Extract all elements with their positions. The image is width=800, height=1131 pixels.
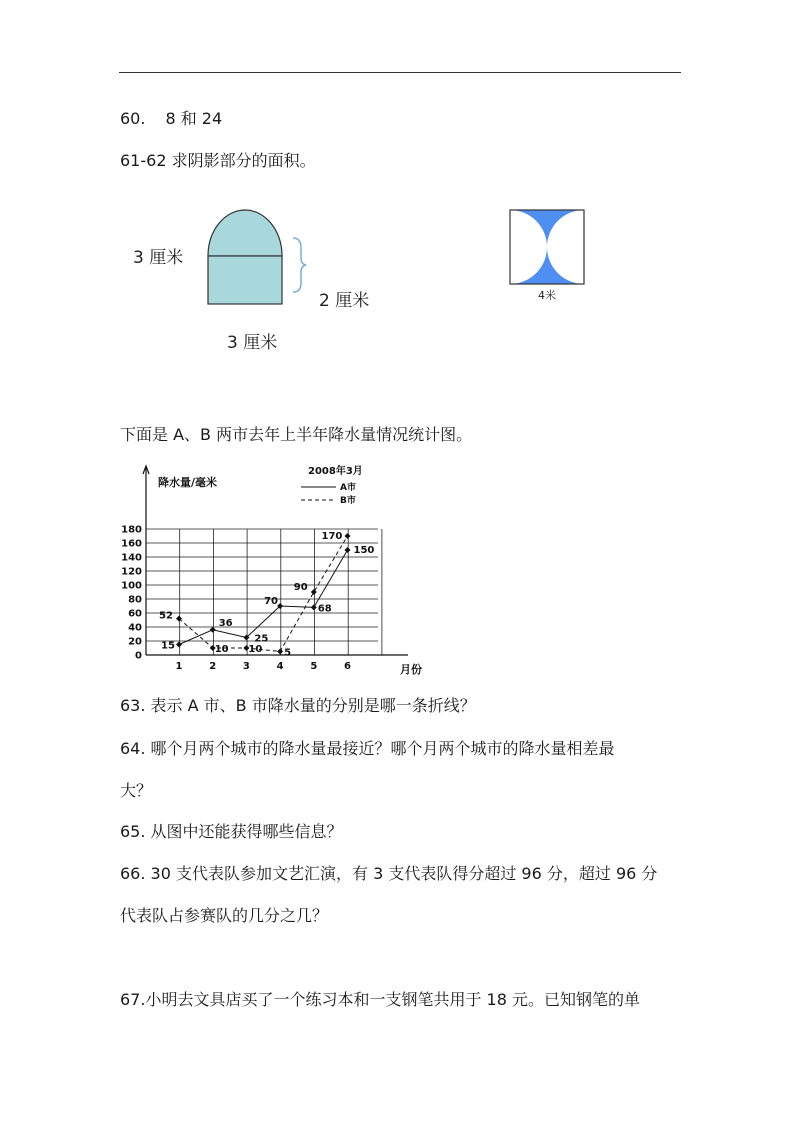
shaded-region: [510, 210, 584, 247]
y-tick-label: 140: [121, 552, 142, 564]
figure-square-shaded: [505, 205, 595, 305]
data-point: [277, 649, 283, 655]
q60-number: 60.: [120, 109, 146, 128]
x-tick-label: 1: [175, 661, 183, 672]
y-tick-label: 100: [121, 580, 142, 592]
fig1-bottom-label: 3 厘米: [227, 333, 278, 353]
q60-answer: 8 和 24: [165, 109, 223, 128]
y-tick-label: 180: [121, 524, 142, 536]
rectangle-shape: [208, 256, 282, 304]
fig2-bottom-label: 4米: [538, 289, 556, 302]
legend-label-b: B市: [340, 496, 356, 506]
q60-line: [120, 109, 222, 129]
question-63: 63. 表示 A 市、B 市降水量的分别是哪一条折线？: [120, 696, 476, 715]
data-label: 25: [254, 633, 269, 645]
brace-shape: [293, 238, 306, 292]
question-64-line1: 64. 哪个月两个城市的降水量最接近？哪个月两个城市的降水量相差最: [120, 739, 615, 758]
x-tick-label: 5: [310, 661, 318, 672]
data-point: [345, 533, 351, 539]
fig1-left-label: 3 厘米: [133, 248, 184, 268]
data-label: 170: [321, 531, 343, 542]
x-tick-label: 3: [242, 661, 250, 672]
data-label: 150: [353, 545, 375, 556]
legend-label-a: A市: [340, 483, 356, 493]
data-label: 10: [214, 644, 229, 655]
x-tick-label: 4: [276, 661, 284, 672]
y-tick-label: 120: [121, 566, 142, 578]
semicircle-shape: [208, 210, 282, 256]
data-label: 70: [264, 596, 279, 607]
rainfall-line-chart: [118, 460, 438, 680]
x-tick-label: 6: [344, 661, 351, 672]
fig1-right-label: 2 厘米: [319, 291, 370, 311]
data-label: 15: [161, 640, 175, 652]
y-tick-label: 0: [135, 650, 142, 662]
x-axis-label: 月份: [400, 663, 422, 676]
data-label: 68: [317, 603, 332, 615]
figure-semicircle-rectangle: [200, 200, 320, 310]
data-point: [345, 547, 351, 553]
question-67: 67.小明去文具店买了一个练习本和一支钢笔共用于 18 元。已知钢笔的单: [120, 990, 640, 1009]
data-label: 52: [159, 610, 173, 622]
data-point: [311, 604, 317, 610]
shaded-region: [510, 247, 584, 284]
chart-intro: 下面是 A、B 两市去年上半年降水量情况统计图。: [120, 425, 473, 444]
y-tick-label: 20: [128, 636, 142, 648]
data-label: 10: [248, 644, 263, 655]
data-point: [176, 642, 182, 648]
data-label: 5: [284, 647, 292, 659]
y-axis-label: 降水量/毫米: [158, 476, 218, 489]
question-66-line2: 代表队占参赛队的几分之几？: [120, 906, 329, 925]
y-tick-label: 80: [128, 594, 142, 606]
x-tick-label: 2: [209, 661, 217, 672]
chart-title: 2008年3月: [308, 466, 363, 477]
data-label: 36: [218, 617, 233, 629]
header-rule: [119, 72, 681, 73]
y-tick-label: 40: [128, 622, 142, 634]
question-64-line2: 大？: [120, 781, 153, 800]
data-point: [210, 627, 216, 633]
q61-62-prompt: 61-62 求阴影部分的面积。: [120, 151, 316, 170]
y-tick-label: 160: [121, 538, 142, 550]
data-point: [311, 589, 317, 595]
data-label: 90: [293, 582, 308, 593]
question-66-line1: 66. 30 支代表队参加文艺汇演，有 3 支代表队得分超过 96 分，超过 96 分: [120, 864, 658, 883]
question-65: 65. 从图中还能获得哪些信息？: [120, 822, 343, 841]
y-tick-label: 60: [128, 608, 142, 620]
